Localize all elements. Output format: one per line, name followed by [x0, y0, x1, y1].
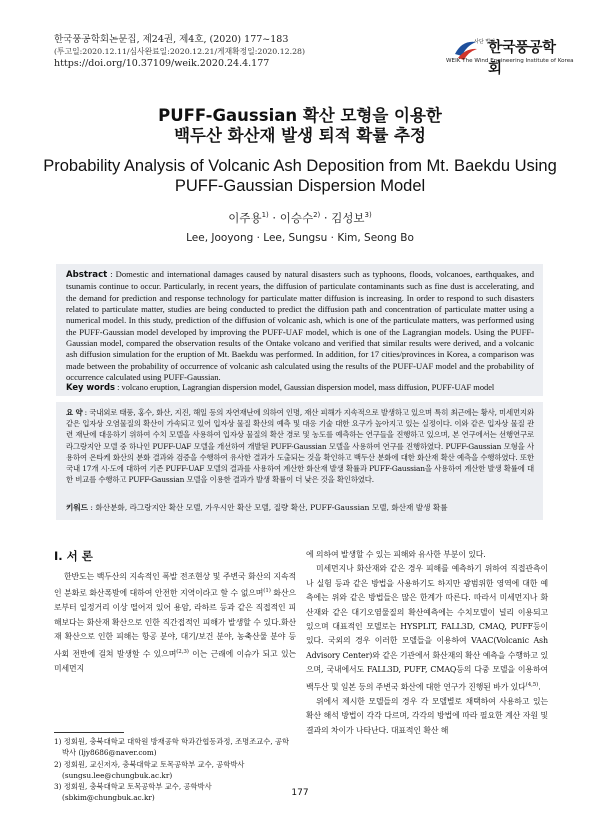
- english-title-line2: PUFF-Gaussian Dispersion Model: [174, 177, 426, 195]
- submission-dates: (투고일:2020.12.11/심사완료일:2020.12.21/게재확정일:2020.12.28): [54, 47, 306, 56]
- keywords: Key words : volcano eruption, Lagrangian dispersion model, Gaussian dispersion model, mass diffusion, PUFF-UAF model: [66, 382, 495, 392]
- korean-keywords: 키워드 : 화산분화, 라그랑지안 확산 모델, 가우시안 확산 모델, 질량 확산, PUFF-Gaussian 모델, 화산재 발생 확률: [66, 503, 448, 512]
- abstract-text: Abstract : Domestic and international damages caused by natural disasters such as typhoons, floods, volcanoes, earthquakes, and tsunamis continue to occur. Particularly, in recent years, the diffusion of particulate contaminants such as fine dust is accelerating, and the demand for prediction and response technology for particulate matter diffusion is increasing. In order to respond to such disasters related to particulate matter, studies are being conducted to predict the diffusion path and concentration of particulate matter using a numerical model. In this study, prediction of the diffusion of volcanic ash, which is one of the particulate matters, was performed using the PUFF-Gaussian model developed by improving the PUFF-UAF model, which is one of the Lagrangian models. Using the PUFF-Gaussian model, compared the observation results of the Ontake volcano and verified that similar results were derived, and a volcanic ash diffusion simulation for the eruption of Mt. Baekdu was performed. In addition, for 17 cities/provinces in Korea, a comparison was made between the probability of occurrence of volcanic ash calculated using the results of the PUFF-UAF model and the probability of occurrence calculated using PUFF-Gaussian.: [66, 269, 534, 383]
- society-logo: [446, 36, 574, 77]
- doi-link[interactable]: https://doi.org/10.37109/weik.2020.24.4.177: [54, 58, 270, 69]
- footnote-2: 2) 정회원, 교신저자, 충북대학교 토목공학부 교수, 공학박사 (sungsu.lee@chungbuk.ac.kr): [54, 759, 245, 780]
- logo-english-name: The Wind Engineering Institute of Korea: [462, 58, 574, 64]
- author-2: 이승수: [279, 211, 314, 225]
- logo-tag: 사단 법인: [474, 39, 495, 45]
- author-3: 김성보: [331, 211, 365, 225]
- logo-name: 한국풍공학회: [488, 40, 556, 77]
- korean-abstract-label: 요 약: [66, 408, 83, 417]
- paragraph: 위에서 제시한 모델들의 경우 각 모델별로 채택하여 사용하고 있는 확산 해석 방법이 각각 다르며, 각각의 방법에 따라 필요한 계산 자원 및 결과의 차이가 나타난다. 대표적인 확산 해: [306, 696, 548, 735]
- journal-citation: 한국풍공학회논문집, 제24권, 제4호, (2020) 177~183: [54, 34, 289, 45]
- korean-title-line1: PUFF-Gaussian 확산 모형을 이용한: [158, 106, 442, 125]
- english-title-line1: Probability Analysis of Volcanic Ash Deposition from Mt. Baekdu Using: [43, 157, 557, 175]
- paragraph: 에 의하여 발생할 수 있는 피해와 유사한 부분이 있다.: [306, 550, 486, 559]
- korean-keywords-label: 키워드: [66, 503, 89, 512]
- keywords-label: Key words: [66, 382, 115, 392]
- journal-header: [54, 34, 305, 70]
- footnote-divider: [54, 732, 124, 733]
- english-authors: Lee, Jooyong · Lee, Sungsu · Kim, Seong Bo: [186, 232, 414, 244]
- paragraph: 미세먼지나 화산재와 같은 경우 피해를 예측하기 위하여 직접관측이나 실험 등과 같은 방법을 사용하기도 하지만 광범위한 영역에 대한 예측에는 위와 같은 방법들은 많은 한계가 따른다. 따라서 미세먼지나 화산재와 같은 대기오염물질의 확산예측에는 수치모델이 널리 이용되고 있으며 대표적인 모델로는 HYSPLIT, FALL3D, CMAQ, PUFF등이 있다. 국외의 경우 이러한 모델들을 이용하여 VAAC(Volcanic Ash Advisory Center)와 같은 기관에서 화산재의 확산 예측을 수행하고 있으며, 국내에서도 FALL3D, PUFF, CMAQ등의 다중 모델을 이용하여 백두산 및 일본 등의 주변국 화산에 대한 연구가 진행된 바가 있다$^{(4,5)}$.: [306, 564, 548, 692]
- korean-abstract-text: 요 약 : 국내외로 태풍, 홍수, 화산, 지진, 해일 등의 자연재난에 의하여 인명, 재산 피해가 지속적으로 발생하고 있으며 특히 최근에는 황사, 미세먼지와 같은 입자상 오염물질의 확산이 가속되고 있어 입자상 물질 확산의 예측 및 대응 기술 대한 요구가 높아지고 있는 실정이다. 이와 같은 입자상 물질 관련 재난에 대응하기 위하여 수치 모델을 사용하여 입자상 물질의 확산 경로 및 농도를 예측하는 연구들을 진행하고 있으며, 본 연구에서는 선행연구로 라그랑지안 모델 중 하나인 PUFF-UAF 모델을 개선하여 개발된 PUFF-Gaussian 모델을 사용하여 연구를 진행하였다. PUFF-Gaussian 모형을 사용하여 온타케 화산의 분화 결과와 검증을 수행하여 유사한 결과가 도출되는 것을 확인하고 백두산 분화에 대한 화산재 확산 예측을 수행하였다. 또한 국내 17개 시·도에 대하여 기존 PUFF-UAF 모델의 결과를 사용하여 계산한 화산재 발생 확률과 PUFF-Gaussian을 사용하여 계산한 발생 확률에 대한 비교를 수행하고 PUFF-Gaussian 모델을 이용한 결과가 발생 확률이 더 낮은 것을 확인하였다.: [66, 408, 534, 485]
- body-column-right: [306, 548, 548, 738]
- footnote-1: 1) 정회원, 충북대학교 대학원 방재공학 학과간협동과정, 조명조교수, 공학박사 (ljy8686@naver.com): [54, 737, 290, 758]
- author-1: 이주용: [228, 211, 262, 225]
- footnote-3: 3) 정회원, 충북대학교 토목공학부 교수, 공학박사 (sbkim@chungbuk.ac.kr): [54, 782, 212, 803]
- logo-abbr: WEIK: [446, 58, 461, 64]
- section-heading: I. 서 론: [54, 549, 93, 563]
- logo-subtitle: [446, 58, 574, 64]
- paragraph: 한반도는 백두산의 지속적인 폭발 전조현상 및 주변국 화산의 지속적인 분화로 화산폭발에 대하여 안전한 지역이라고 할 수 없으며$^{(1)}$ 화산으로부터 일정거리 이상 떨어져 있어 용암, 라하르 등과 같은 직접적인 피해보다는 화산재 확산으로 인한 직간접적인 피해가 발생할 수 있다.화산재 확산으로 인한 피해는 항공 분야, 대기/보건 분야, 농축산물 분야 등 사회 전반에 걸쳐 발생할 수 있으며$^{(2,3)}$ 이는 근래에 이슈가 되고 있는 미세먼지: [54, 572, 296, 673]
- abstract-label: Abstract: [66, 270, 108, 280]
- page-number: 177: [291, 788, 309, 798]
- korean-authors: 이주용$^{1)}$ · 이승수$^{2)}$ · 김성보$^{3)}$: [228, 211, 372, 225]
- body-column-left: [54, 570, 296, 676]
- korean-title-line2: 백두산 화산재 발생 퇴적 확률 추정: [174, 126, 426, 145]
